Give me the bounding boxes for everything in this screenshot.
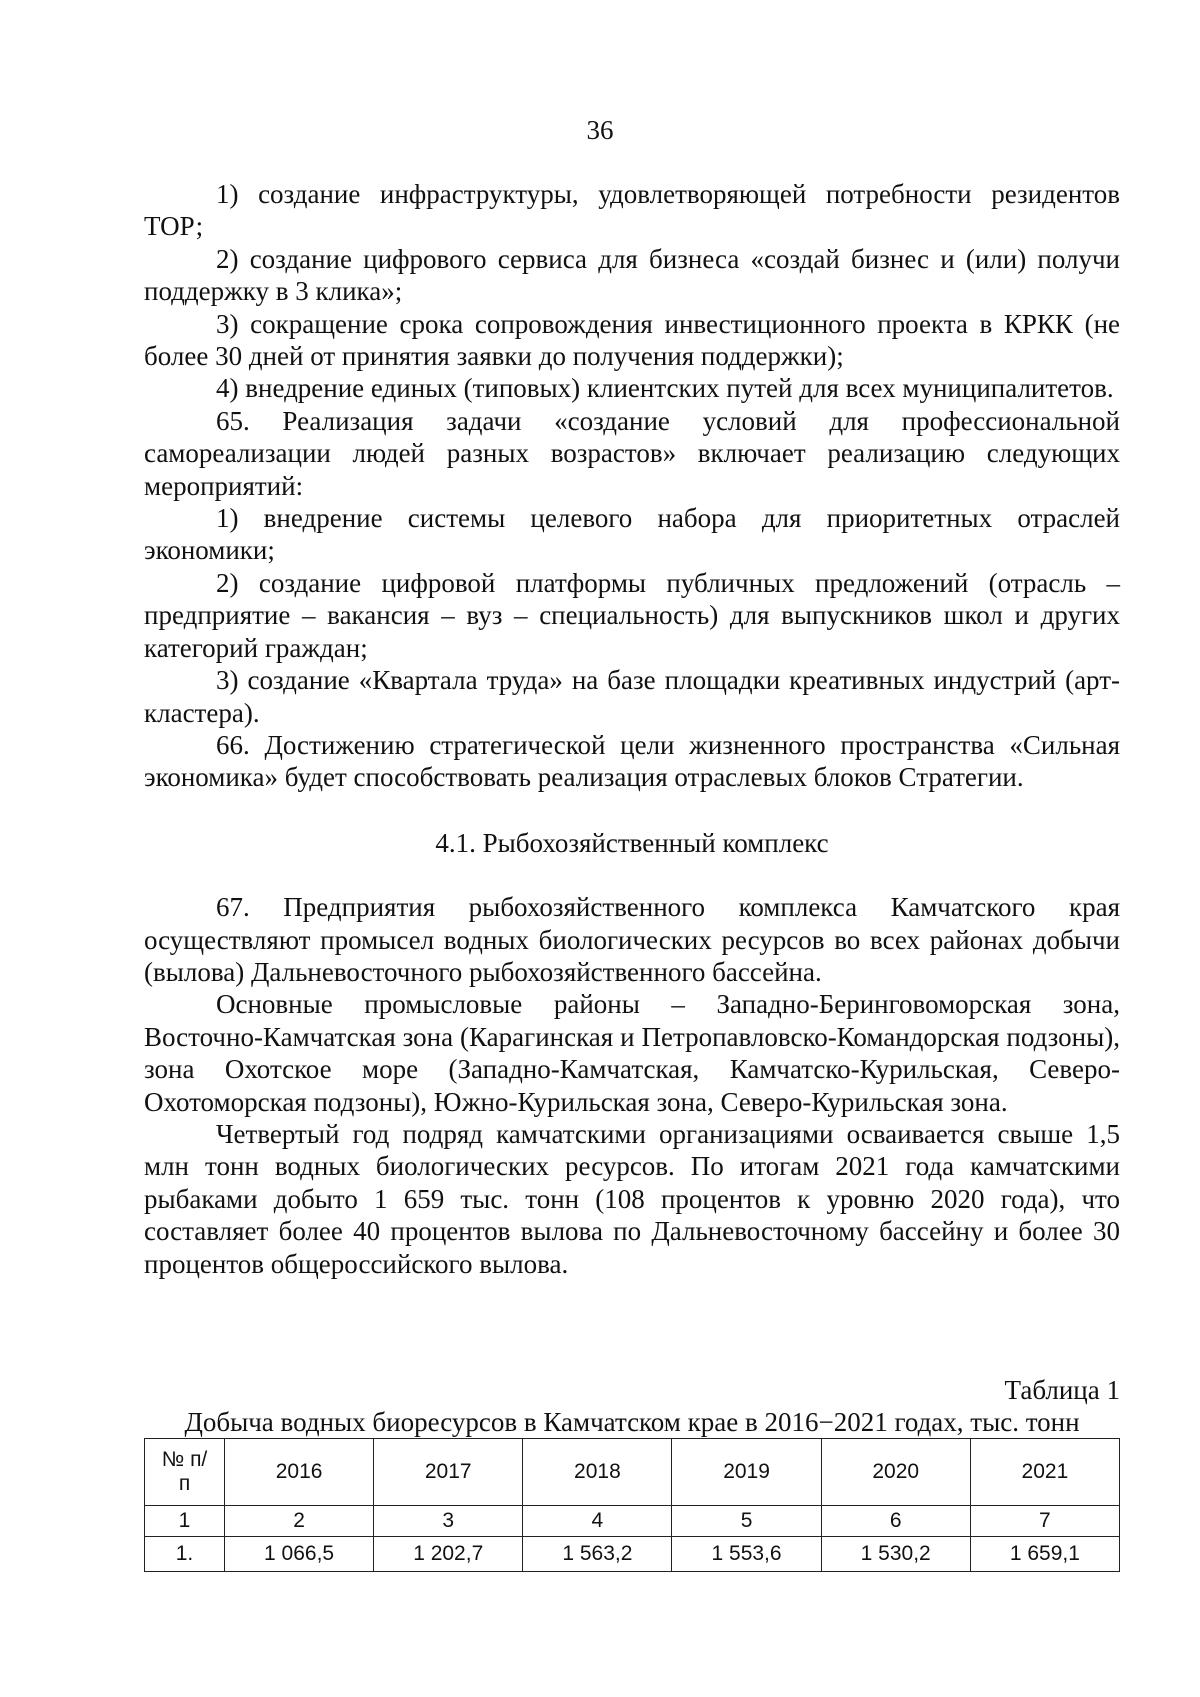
table-header-row [145, 1439, 1120, 1506]
paragraph-item: 4) внедрение единых (типовых) клиентских путей для всех муниципалитетов. [216, 373, 1114, 404]
table-header-cell: 2020 [821, 1439, 970, 1506]
table-cell: 1. [145, 1537, 225, 1572]
paragraph-item: 3) сокращение срока сопровождения инвестиционного проекта в КРКК (не более 30 дней от принятия заявки до получения поддержки); [144, 308, 1120, 372]
table-cell: 6 [821, 1506, 970, 1537]
fish-catch-table [144, 1438, 1120, 1572]
table-row [145, 1537, 1120, 1572]
table-cell: 1 659,1 [970, 1537, 1119, 1572]
paragraph-item: 2) создание цифрового сервиса для бизнеса «создай бизнес и (или) получи поддержку в 3 клика»; [144, 243, 1120, 307]
table-header-cell: № п/п [145, 1439, 225, 1506]
table-cell: 1 202,7 [374, 1537, 523, 1572]
table-cell: 3 [374, 1506, 523, 1537]
paragraph-item: 65. Реализация задачи «создание условий для профессиональной самореализации людей разных возрастов» включает реализацию следующих мероприятий: [144, 405, 1120, 501]
section-paragraph: Основные промысловые районы – Западно-Беринговоморская зона, Восточно-Камчатская зона (Карагинская и Петропавловско-Командорская подзоны), зона Охотское море (Западно-Камчатская, Камчатско-Курильская, Северо-Охотоморская подзоны), Южно-Курильская зона, Северо-Курильская зона. [144, 989, 1120, 1117]
page-number: 36 [586, 115, 614, 145]
table-cell: 2 [225, 1506, 374, 1537]
paragraph-item: 2) создание цифровой платформы публичных предложений (отрасль – предприятие – вакансия – вуз – специальность) для выпускников школ и других категорий граждан; [144, 567, 1120, 663]
table-cell: 1 530,2 [821, 1537, 970, 1572]
table-header-cell: 2018 [523, 1439, 672, 1506]
table-caption-title: Добыча водных биоресурсов в Камчатском крае в 2016−2021 годах, тыс. тонн [184, 1407, 1080, 1437]
paragraph-item: 1) внедрение системы целевого набора для приоритетных отраслей экономики; [144, 503, 1120, 566]
table-caption-number: Таблица 1 [1004, 1375, 1120, 1405]
paragraph-item: 3) создание «Квартала труда» на базе площадки креативных индустрий (арт-кластера). [144, 665, 1120, 728]
section-paragraph: 67. Предприятия рыбохозяйственного комплекса Камчатского края осуществляют промысел водных биологических ресурсов во всех районах добычи (вылова) Дальневосточного рыбохозяйственного бассейна. [144, 892, 1120, 987]
section-heading: 4.1. Рыбохозяйственный комплекс [435, 827, 829, 858]
section-paragraph: Четвертый год подряд камчатскими организациями осваивается свыше 1,5 млн тонн водных биологических ресурсов. По итогам 2021 года камчатскими рыбаками добыто 1 659 тыс. тонн (108 процентов к уровню 2020 года), что составляет более 40 процентов вылова по Дальневосточному бассейну и более 30 процентов общероссийского вылова. [144, 1118, 1120, 1279]
table-cell: 1 [145, 1506, 225, 1537]
table-cell: 7 [970, 1506, 1119, 1537]
table-cell: 1 066,5 [225, 1537, 374, 1572]
table-header-cell: 2016 [225, 1439, 374, 1506]
table-header-cell: 2021 [970, 1439, 1119, 1506]
table-cell: 4 [523, 1506, 672, 1537]
table-header-cell: 2019 [672, 1439, 821, 1506]
table-column-number-row [145, 1506, 1120, 1537]
table-header-cell: 2017 [374, 1439, 523, 1506]
paragraph-item: 66. Достижению стратегической цели жизненного пространства «Сильная экономика» будет способствовать реализация отраслевых блоков Стратегии. [144, 729, 1120, 793]
table-cell: 5 [672, 1506, 821, 1537]
paragraph-item: 1) создание инфраструктуры, удовлетворяющей потребности резидентов ТОР; [144, 179, 1120, 242]
body-text [144, 178, 1120, 1280]
table-cell: 1 553,6 [672, 1537, 821, 1572]
table-cell: 1 563,2 [523, 1537, 672, 1572]
